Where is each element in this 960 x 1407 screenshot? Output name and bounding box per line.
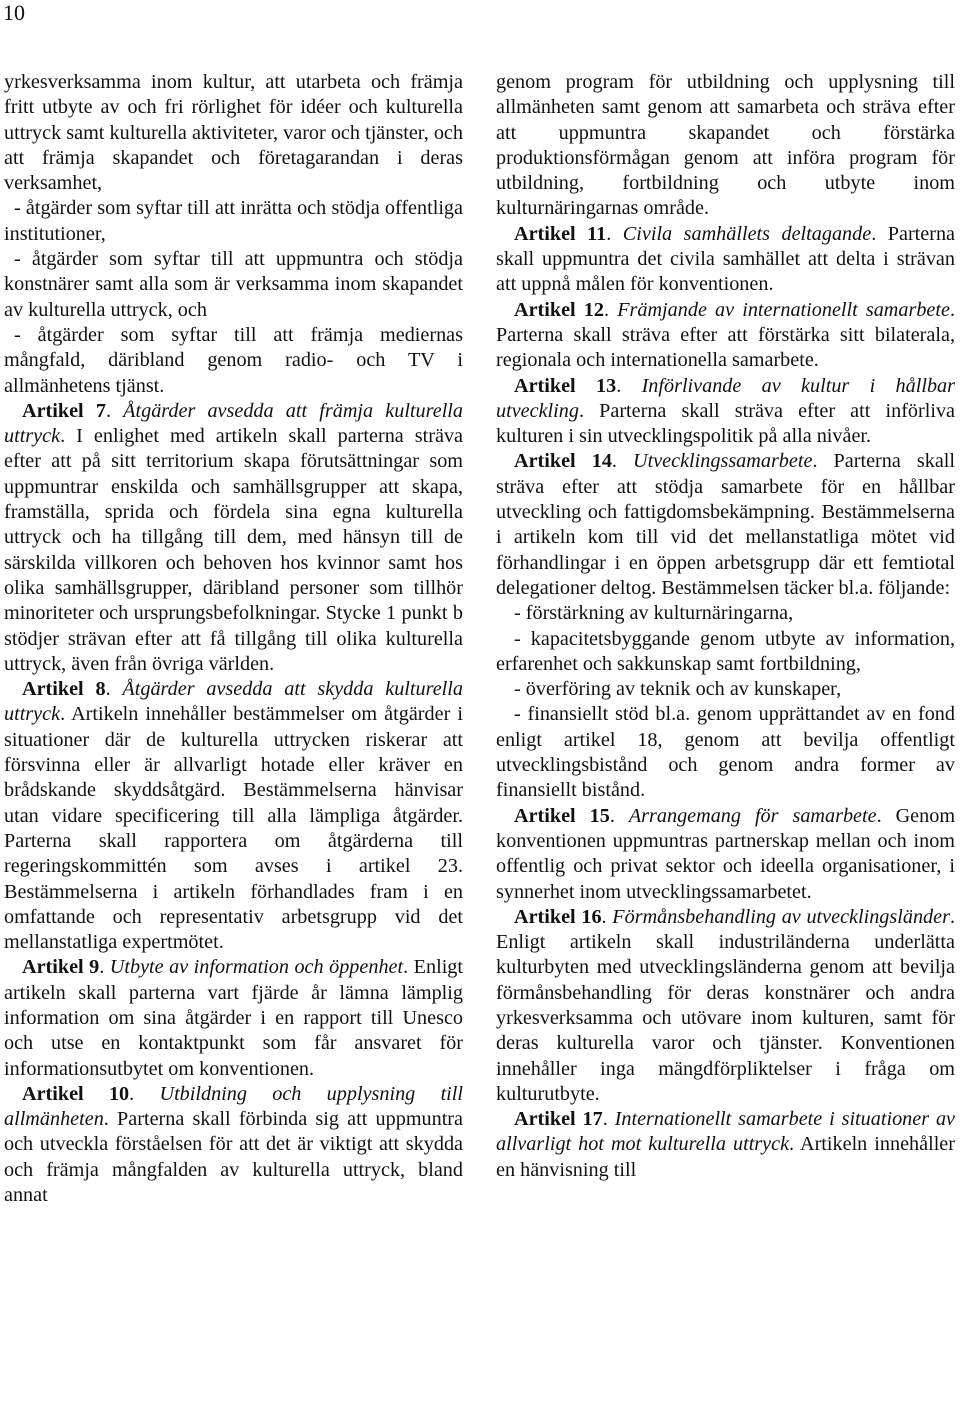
article-number: Artikel 10: [22, 1082, 130, 1105]
article-number: Artikel 15: [514, 804, 610, 827]
article-title: Utbildning och upplysning till allmänheten: [4, 1082, 463, 1131]
article-title: Åtgärder avsedda att främja kulturella uttryck: [4, 399, 464, 448]
paragraph: yrkesverksamma inom kultur, att utarbeta och främja fritt utbyte av och fri rörlighet för idéer och kulturella uttryck samt kulturella aktiviteter, varor och tjänster, och att främja skapandet och företagarandan i deras verksamhet,: [4, 71, 463, 195]
article-number: Artikel 13: [514, 374, 617, 397]
list-item: - finansiellt stöd bl.a. genom upprättandet av en fond enligt artikel 18, genom att bevilja offentligt utvecklingsbistånd och genom andra former av finansiellt bistånd.: [496, 703, 955, 802]
article-10: Artikel 10. Utbildning och upplysning till allmänheten. Parterna skall förbinda sig att uppmuntra och utveckla förståelsen för att det är viktigt att skydda och främja mångfalden av kulturella uttryck, bland annat: [4, 1082, 463, 1207]
list-item: - överföring av teknik och av kunskaper,: [514, 678, 842, 701]
article-body: Artikeln innehåller en hänvisning till: [496, 1133, 955, 1181]
article-body: Parterna skall sträva efter att förstärka sitt bilaterala, regionala och internationella samarbete.: [496, 323, 955, 372]
article-body: Parterna skall sträva efter att införliva kulturen i sin utvecklingspolitik på alla nivåer.: [496, 399, 955, 448]
list-item: - förstärkning av kulturnäringarna,: [514, 602, 794, 625]
article-title: Arrangemang för samarbete: [628, 804, 877, 827]
article-13: Artikel 13. Införlivande av kultur i hållbar utveckling. Parterna skall sträva efter att införliva kulturen i sin utvecklingspolitik på alla nivåer.: [496, 374, 955, 448]
article-title: Utvecklingssamarbete: [633, 450, 813, 473]
article-body: Parterna skall uppmuntra det civila samhället att delta i strävan att uppnå målen för konventionen.: [496, 222, 956, 296]
paragraph: genom program för utbildning och upplysning till allmänheten samt genom att samarbeta och sträva efter att uppmuntra skapandet och förstärka produktionsförmågan genom att införa program för utbildning, fortbildning och utbyte inom kulturnäringarnas område.: [496, 71, 955, 220]
article-7: Artikel 7. Åtgärder avsedda att främja kulturella uttryck. I enlighet med artikeln skall parterna sträva efter att på sitt territorium skapa förutsättningar som uppmuntrar enskilda och samhällsgrupper att skapa, framställa, sprida och fördela sina egna kulturella uttryck och ha tillgång till dem, med hänsyn till de särskilda villkoren och behoven hos kvinnor samt hos olika samhällsgrupper, däribland personer som tillhör minoriteter och ursprungsbefolkningar. Stycke 1 punkt b stödjer strävan efter att få tillgång till olika kulturella uttryck, även från övriga världen.: [4, 399, 464, 675]
article-number: Artikel 11: [514, 222, 607, 245]
article-body: I enlighet med artikeln skall parterna sträva efter att på sitt territorium skapa förutsättningar som uppmuntrar enskilda och samhällsgrupper att skapa, framställa, sprida och fördela sina egna kulturella uttryck och ha tillgång till dem, med hänsyn till de särskilda villkoren och behoven hos kvinnor samt hos olika samhällsgrupper, däribland personer som tillhör minoriteter och ursprungsbefolkningar. Stycke 1 punkt b stödjer strävan efter att få tillgång till olika kulturella uttryck, även från övriga världen.: [4, 425, 463, 675]
article-title: Införlivande av kultur i hållbar utveckling: [496, 374, 955, 422]
article-body: Enligt artikeln skall parterna vart fjärde år lämna lämplig information om sina åtgärder i en rapport till Unesco och utse en kontaktpunkt som får ansvaret för informationsutbytet om konventionen.: [4, 956, 464, 1080]
article-title: Förmånsbehandling av utvecklingsländer: [612, 905, 950, 928]
article-number: Artikel 7: [22, 399, 106, 422]
article-number: Artikel 17: [514, 1108, 603, 1131]
article-title: Åtgärder avsedda att skydda kulturella uttryck: [4, 678, 463, 726]
article-8: Artikel 8. Åtgärder avsedda att skydda kulturella uttryck. Artikeln innehåller bestämmelser om åtgärder i situationer där de kulturella uttrycken riskerar att försvinna eller är allvarligt hotade eller kräver en brådskande skyddsåtgärd. Bestämmelserna hänvisar utan vidare specificering till alla lämpliga åtgärder. Parterna skall rapportera om åtgärderna till regeringskommittén som avses i artikel 23. Bestämmelserna i artikeln förhandlades fram i en omfattande och representativ arbetsgrupp vid det mellanstatliga expertmötet.: [4, 678, 463, 954]
article-number: Artikel 16: [514, 905, 602, 928]
article-16: Artikel 16. Förmånsbehandling av utvecklingsländer. Enligt artikeln skall industriländerna underlätta kulturbyten med utvecklingsländerna genom att bevilja förmånsbehandling för deras konstnärer och andra yrkesverksamma och utövare inom kulturen, samt för deras kulturella varor och tjänster. Konventionen innehåller inga mängdförpliktelser i fråga om kulturutbyte.: [496, 905, 955, 1105]
article-body: Artikeln innehåller bestämmelser om åtgärder i situationer där de kulturella uttrycken riskerar att försvinna eller är allvarligt hotade eller kräver en brådskande skyddsåtgärd. Bestämmelserna hänvisar utan vidare specificering till alla lämpliga åtgärder. Parterna skall rapportera om åtgärderna till regeringskommittén som avses i artikel 23. Bestämmelserna i artikeln förhandlades fram i en omfattande och representativ arbetsgrupp vid det mellanstatliga expertmötet.: [4, 703, 463, 954]
article-body: Genom konventionen uppmuntras partnerskap mellan och inom offentlig och privat sektor och ideella organisationer, i synnerhet inom utvecklingssamarbetet.: [496, 804, 956, 903]
article-number: Artikel 8: [22, 678, 106, 701]
list-item: - åtgärder som syftar till att främja mediernas mångfald, däribland genom radio- och TV i allmänhetens tjänst.: [4, 323, 463, 397]
article-body: Parterna skall sträva efter att stödja samarbete för en hållbar utveckling och fattigdomsbekämpning. Bestämmelserna i artikeln kom till vid det mellanstatliga mötet vid förhandlingar i en öppen arbetsgrupp där ett femtiotal delegationer deltog. Bestämmelsen täcker bl.a. följande:: [496, 450, 955, 599]
article-title: Civila samhällets deltagande: [622, 222, 872, 245]
article-17: Artikel 17. Internationellt samarbete i situationer av allvarligt hot mot kulturella uttryck. Artikeln innehåller en hänvisning till: [496, 1108, 956, 1181]
article-9: Artikel 9. Utbyte av information och öppenhet. Enligt artikeln skall parterna vart fjärde år lämna lämplig information om sina åtgärder i en rapport till Unesco och utse en kontaktpunkt som får ansvaret för informationsutbytet om konventionen.: [4, 956, 464, 1080]
article-15: Artikel 15. Arrangemang för samarbete. Genom konventionen uppmuntras partnerskap mellan och inom offentlig och privat sektor och ideella organisationer, i synnerhet inom utvecklingssamarbetet.: [496, 804, 956, 903]
article-number: Artikel 14: [514, 450, 612, 473]
left-column: [4, 70, 463, 1208]
list-item: - åtgärder som syftar till att uppmuntra och stödja konstnärer samt alla som är verksamma inom skapandet av kulturella uttryck, och: [4, 248, 463, 321]
article-title: Främjande av internationellt samarbete: [617, 298, 950, 321]
article-body: Enligt artikeln skall industriländerna underlätta kulturbyten med utvecklingsländerna genom att bevilja förmånsbehandling för deras konstnärer och andra yrkesverksamma och utövare inom kulturen, samt för deras kulturella varor och tjänster. Konventionen innehåller inga mängdförpliktelser i fråga om kulturutbyte.: [496, 931, 955, 1105]
page-number: 10: [3, 0, 25, 25]
right-column: [496, 70, 955, 1183]
article-11: Artikel 11. Civila samhällets deltagande. Parterna skall uppmuntra det civila samhället att delta i strävan att uppnå målen för konventionen.: [496, 222, 956, 296]
list-item: - åtgärder som syftar till att inrätta och stödja offentliga institutioner,: [4, 197, 463, 245]
list-item: - kapacitetsbyggande genom utbyte av information, erfarenhet och sakkunskap samt fortbildning,: [496, 627, 955, 675]
article-14: Artikel 14. Utvecklingssamarbete. Parterna skall sträva efter att stödja samarbete för en hållbar utveckling och fattigdomsbekämpning. Bestämmelserna i artikeln kom till vid det mellanstatliga mötet vid förhandlingar i en öppen arbetsgrupp där ett femtiotal delegationer deltog. Bestämmelsen täcker bl.a. följande:: [496, 450, 955, 599]
article-number: Artikel 12: [514, 298, 604, 321]
article-title: Utbyte av information och öppenhet: [109, 956, 404, 979]
article-number: Artikel 9: [22, 956, 100, 979]
article-12: Artikel 12. Främjande av internationellt samarbete. Parterna skall sträva efter att förstärka sitt bilaterala, regionala och internationella samarbete.: [496, 298, 956, 372]
article-body: Parterna skall förbinda sig att uppmuntra och utveckla förståelsen för att det är viktigt att skydda och främja mångfalden av kulturella uttryck, bland annat: [4, 1108, 463, 1207]
article-title: Internationellt samarbete i situationer av allvarligt hot mot kulturella uttryck: [496, 1108, 956, 1156]
